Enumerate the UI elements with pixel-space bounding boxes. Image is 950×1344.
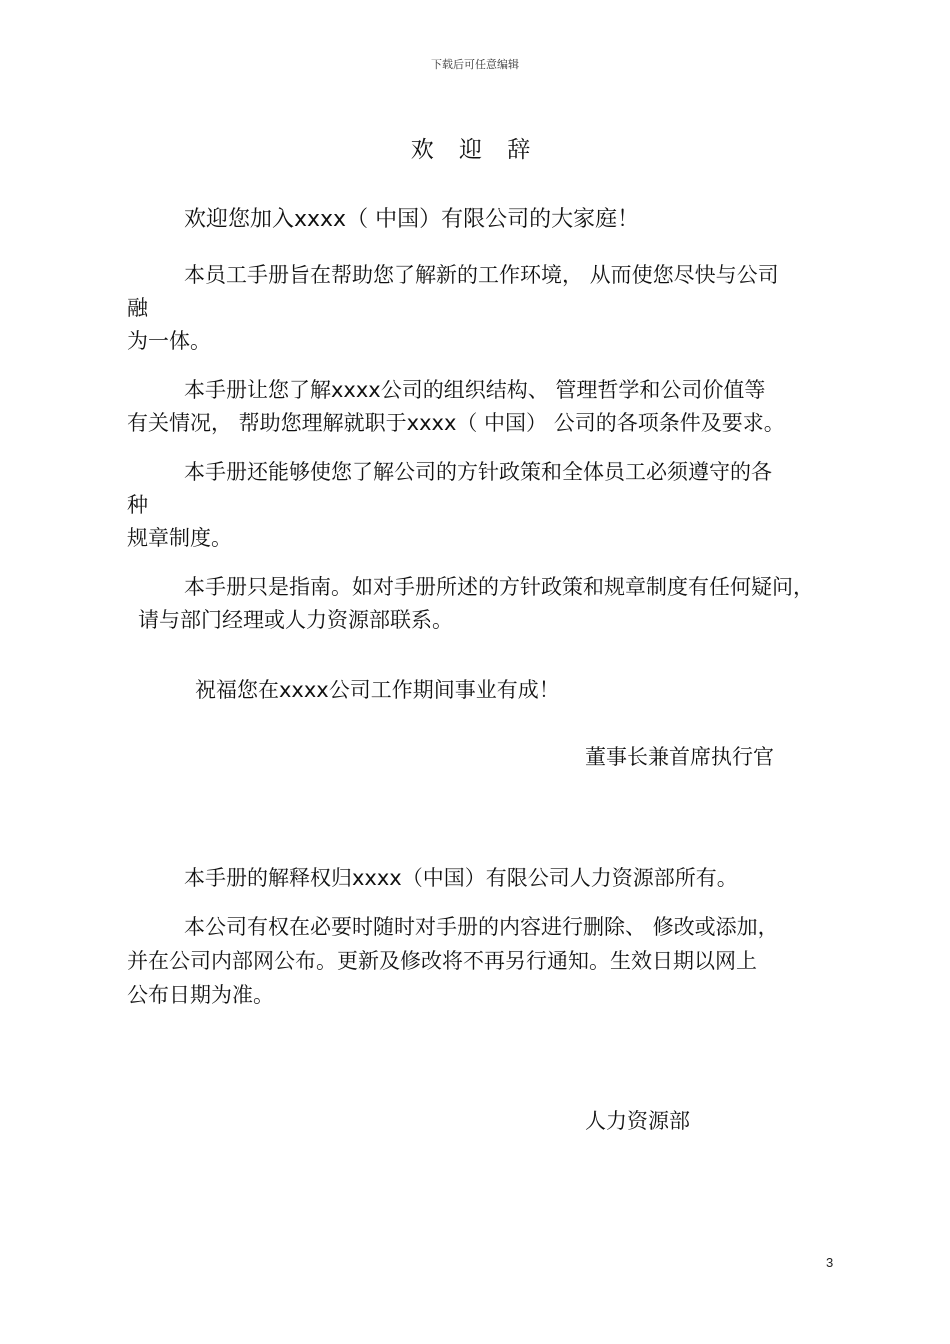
page-number: 3 <box>826 1255 834 1270</box>
note-2-line-3: 公布日期为准。 <box>127 983 274 1007</box>
welcome-greeting: 欢迎您加入xxxx（ 中国）有限公司的大家庭！ <box>184 207 640 232</box>
page-title: 欢 迎 辞 <box>410 137 540 163</box>
paragraph-2-line-1: 本手册让您了解xxxx公司的组织结构、 管理哲学和公司价值等 <box>184 378 766 402</box>
paragraph-3-line-2: 种 <box>127 493 148 517</box>
paragraph-4-line-1: 本手册只是指南。如对手册所述的方针政策和规章制度有任何疑问， <box>184 575 814 599</box>
note-2-line-2: 并在公司内部网公布。更新及修改将不再另行通知。生效日期以网上 <box>127 949 757 973</box>
paragraph-1-line-2: 融 <box>127 296 148 320</box>
paragraph-3-line-3: 规章制度。 <box>127 526 232 550</box>
signature-hr-department: 人力资源部 <box>585 1109 690 1133</box>
paragraph-1-line-3: 为一体。 <box>127 329 211 353</box>
signature-chairman-ceo: 董事长兼首席执行官 <box>585 745 774 769</box>
paragraph-3-line-1: 本手册还能够使您了解公司的方针政策和全体员工必须遵守的各 <box>184 460 772 484</box>
note-2-line-1: 本公司有权在必要时随时对手册的内容进行删除、 修改或添加， <box>184 915 779 939</box>
note-1: 本手册的解释权归xxxx（中国）有限公司人力资源部所有。 <box>184 866 738 890</box>
paragraph-2-line-2: 有关情况， 帮助您理解就职于xxxx（ 中国） 公司的各项条件及要求。 <box>127 411 785 435</box>
paragraph-1-line-1: 本员工手册旨在帮助您了解新的工作环境， 从而使您尽快与公司 <box>184 263 779 287</box>
wish-text: 祝福您在xxxx公司工作期间事业有成！ <box>195 678 560 702</box>
header-note: 下载后可任意编辑 <box>431 58 519 71</box>
paragraph-4-line-2: 请与部门经理或人力资源部联系。 <box>138 608 453 632</box>
